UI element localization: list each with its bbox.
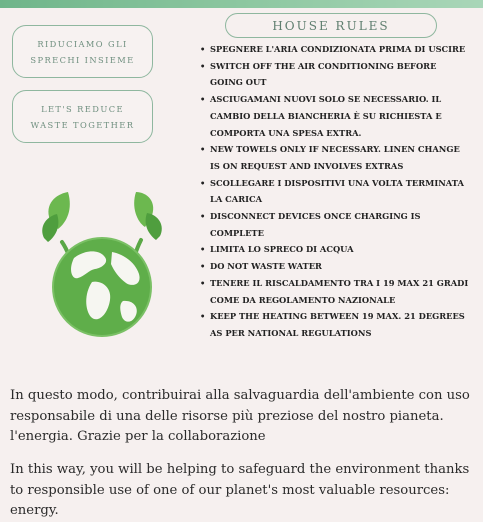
bullet-icon: • [200,94,206,105]
bullet-icon: • [200,277,206,288]
paragraph-english: In this way, you will be helping to safeguard the environment thanks to responsible use of one of our planet's most valuable resources: energy. [10,462,470,518]
bullet-icon: • [200,211,206,222]
paragraph-italian: In questo modo, contribuirai alla salvaguardia dell'ambiente con uso responsabile di una delle risorse più preziose del nostro pianeta. l'energia. Grazie per la collaborazione [10,388,470,444]
bullet-icon: • [200,311,206,322]
bullet-icon: • [200,261,206,272]
leaf-icon [42,214,58,242]
rule-item: • KEEP THE HEATING BETWEEN 19 MAX. 21 DEGREES AS PER NATIONAL REGULATIONS [199,308,469,341]
rule-item: • LIMITA LO SPRECO DI ACQUA [199,241,469,258]
rule-item: • NEW TOWELS ONLY IF NECESSARY. LINEN CHANGE IS ON REQUEST AND INVOLVES EXTRAS [199,141,469,174]
earth-globe-icon [40,192,165,337]
rule-item: • TENERE IL RISCALDAMENTO TRA I 19 MAX 21 GRADI COME DA REGOLAMENTO NAZIONALE [199,275,469,308]
pill-reduce-waste-en [12,90,153,143]
bullet-icon: • [200,244,206,255]
rule-item: • SWITCH OFF THE AIR CONDITIONING BEFORE GOING OUT [199,58,469,91]
header-strip [0,0,483,8]
leaf-icon [146,213,162,240]
bullet-icon: • [200,144,206,155]
title-text: HOUSE RULES [272,18,390,33]
rules-list [199,41,469,342]
rule-item: • SCOLLEGARE I DISPOSITIVI UNA VOLTA TERMINATA LA CARICA [199,175,469,208]
pill-text: LET'S REDUCE WASTE TOGETHER [30,103,135,130]
rule-item: • ASCIUGAMANI NUOVI SOLO SE NECESSARIO. IL CAMBIO DELLA BIANCHERIA È SU RICHIESTA E COMPORTA UNA SPESA EXTRA. [199,91,469,141]
rule-item: • SPEGNERE L'ARIA CONDIZIONATA PRIMA DI USCIRE [199,41,469,58]
pill-text: RIDUCIAMO GLI SPRECHI INSIEME [30,38,135,65]
pill-reduce-waste-it [12,25,153,78]
rule-item: • DO NOT WASTE WATER [199,258,469,275]
house-rules-title [225,13,437,38]
rule-item: • DISCONNECT DEVICES ONCE CHARGING IS COMPLETE [199,208,469,241]
bullet-icon: • [200,60,206,71]
bullet-icon: • [200,177,206,188]
bullet-icon: • [200,44,206,54]
